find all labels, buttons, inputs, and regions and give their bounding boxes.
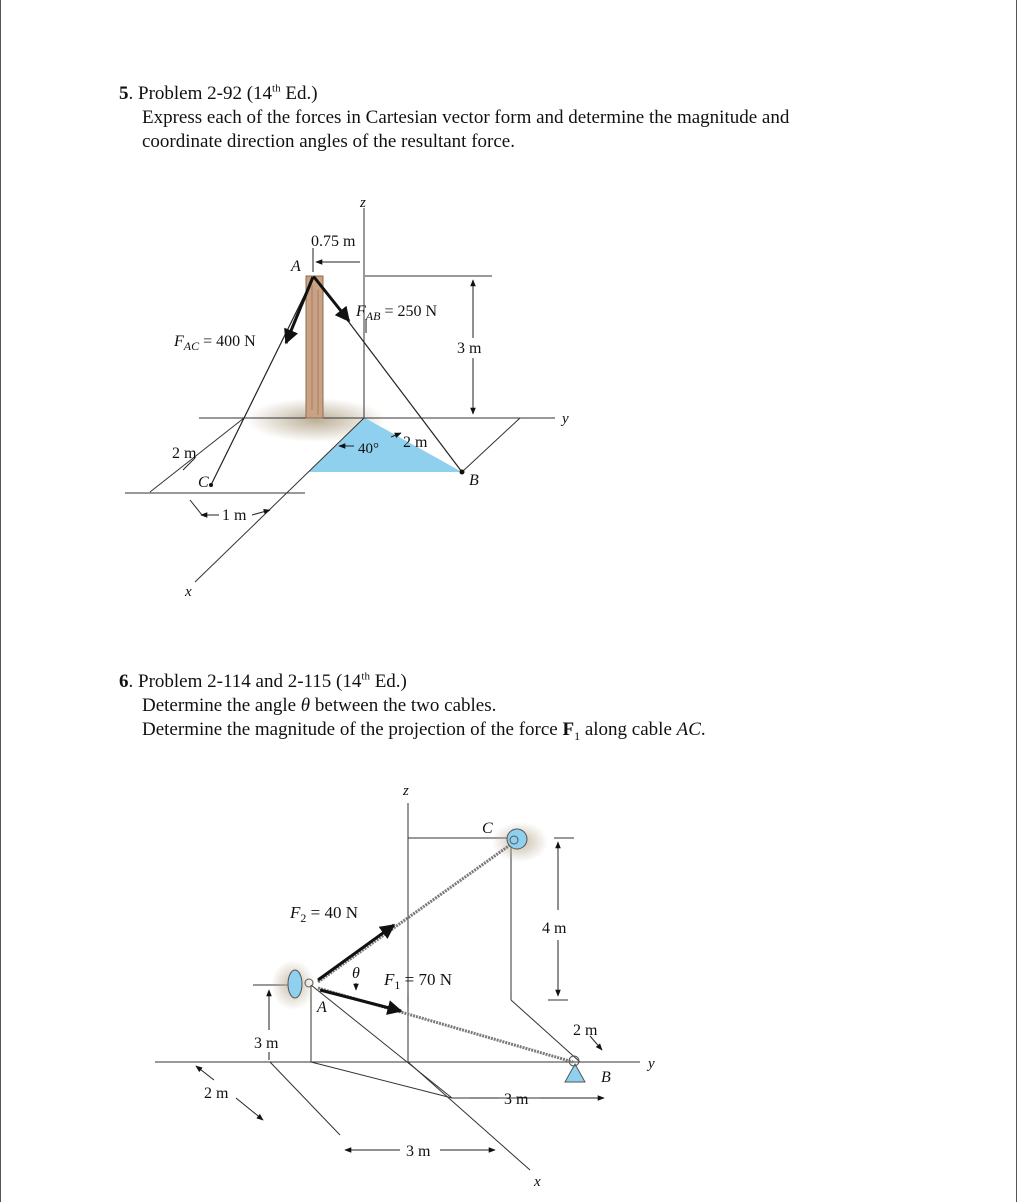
problem-6-line-2-end: . [700,719,706,740]
problem-5-line-2: coordinate direction angles of the resultant force. [142,131,515,152]
fig2-axis-x: x [534,1174,541,1190]
problem-6-number: 6 [119,671,129,692]
fig1-angle-40: 40° [358,441,379,457]
f2-symbol: F [290,903,301,922]
fig2-dim-3m-mid: 3 m [504,1091,529,1108]
problem-6-line-2-pre: Determine the magnitude of the projection of the force [142,719,563,740]
fab-value: = 250 N [380,303,438,320]
fig2-dim-2m-right: 2 m [573,1022,598,1039]
fig2-dim-4m: 4 m [542,920,567,937]
fig1-dim-2m-left: 2 m [172,445,197,462]
fig1-axis-z: z [360,195,366,211]
fig1-label-a: A [291,258,301,275]
fig1-label-c: C [198,474,209,491]
problem-5-title-sup: th [272,82,281,95]
problem-6-title-text: . Problem 2-114 and 2-115 (14 [128,671,362,692]
fig2-dim-3m-bottom: 3 m [406,1143,431,1160]
problem-5-title-text: . Problem 2-92 (14 [128,83,273,104]
fig2-axis-y: y [648,1056,655,1072]
fig1-axis-y: y [562,411,569,427]
fig1-axis-x: x [185,584,192,600]
f1-subscript: 1 [394,978,401,992]
theta-symbol: θ [300,695,311,716]
f1-value: = 70 N [400,970,453,989]
problem-6-line-1-post: between the two cables. [310,695,497,716]
fig2-theta: θ [352,965,360,982]
force-f1-subscript: 1 [574,728,581,743]
fig2-label-a: A [317,999,327,1016]
fig2-dim-3m-left: 3 m [254,1035,279,1052]
fig2-label-b: B [601,1069,611,1086]
support-c [507,829,527,849]
fac-symbol: F [174,333,184,350]
problem-6-line-1-pre: Determine the angle [142,695,301,716]
fig2-dimension-lines [196,842,604,1150]
problem-6-title-end: Ed.) [369,671,407,692]
fab-symbol: F [356,303,366,320]
fac-subscript: AC [183,339,200,353]
fab-subscript: AB [365,309,381,323]
fig1-dim-2m-mid: 2 m [403,434,428,451]
support-b [565,1056,585,1082]
problem-6-line-2-mid: along cable [580,719,677,740]
fig2-dim-2m-left: 2 m [204,1085,229,1102]
problem-5-line-1: Express each of the forces in Cartesian vector form and determine the magnitude and [142,107,790,128]
fig1-label-b: B [469,472,479,489]
fig2-force-f1 [383,970,452,992]
f2-subscript: 2 [300,911,307,925]
problem-6-title-sup: th [361,670,370,683]
problem-5-number: 5 [119,83,129,104]
fig2-force-f2 [289,903,358,925]
fig1-dim-1m: 1 m [222,507,247,524]
force-f1-symbol: F [562,719,575,740]
fig2-label-c: C [482,820,493,837]
fac-value: = 400 N [199,333,256,350]
f1-symbol: F [384,970,395,989]
problem-5-title-end: Ed.) [280,83,318,104]
f2-value: = 40 N [306,903,359,922]
fig1-dim-3m: 3 m [457,340,482,357]
fig2-axis-z: z [403,783,409,799]
cable-ac-label: AC [676,719,701,740]
fig1-dim-075: 0.75 m [311,233,356,250]
